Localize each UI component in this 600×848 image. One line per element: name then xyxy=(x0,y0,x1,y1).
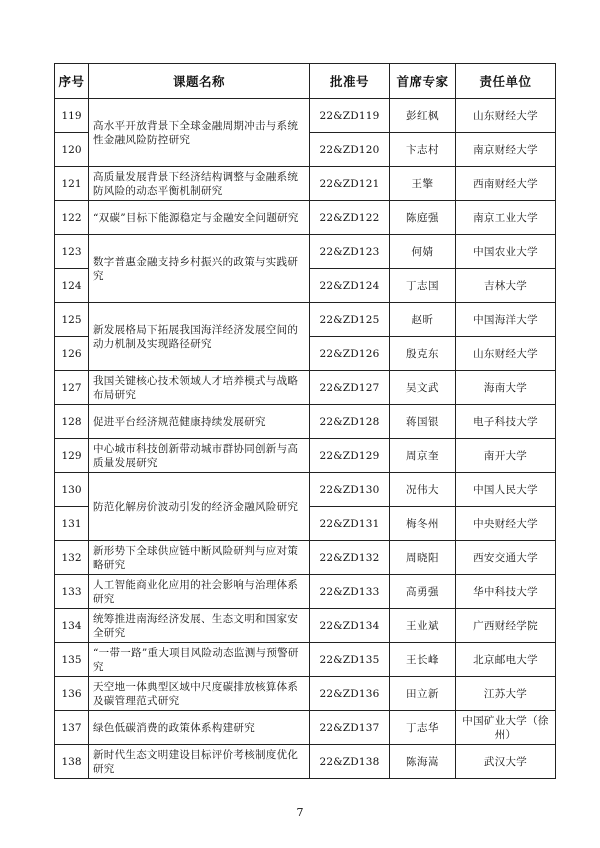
chief-expert-cell: 田立新 xyxy=(390,677,456,711)
unit-cell: 武汉大学 xyxy=(456,745,556,779)
serial-cell: 126 xyxy=(55,337,89,371)
unit-cell: 吉林大学 xyxy=(456,269,556,303)
serial-cell: 119 xyxy=(55,99,89,133)
unit-cell: 中国人民大学 xyxy=(456,473,556,507)
unit-cell: 江苏大学 xyxy=(456,677,556,711)
title-cell: 新时代生态文明建设目标评价考核制度优化研究 xyxy=(89,745,310,779)
chief-expert-cell: 彭红枫 xyxy=(390,99,456,133)
table-row xyxy=(55,711,556,745)
title-cell: 统筹推进南海经济发展、生态文明和国家安全研究 xyxy=(89,609,310,643)
serial-cell: 135 xyxy=(55,643,89,677)
chief-expert-cell: 丁志华 xyxy=(390,711,456,745)
serial-cell: 138 xyxy=(55,745,89,779)
approval-no-cell: 22&ZD119 xyxy=(310,99,390,133)
table-row xyxy=(55,371,556,405)
title-cell: “双碳”目标下能源稳定与金融安全问题研究 xyxy=(89,201,310,235)
serial-cell: 129 xyxy=(55,439,89,473)
approval-no-cell: 22&ZD128 xyxy=(310,405,390,439)
unit-cell: 南开大学 xyxy=(456,439,556,473)
approval-no-cell: 22&ZD132 xyxy=(310,541,390,575)
table-row xyxy=(55,167,556,201)
title-cell: 高水平开放背景下全球金融周期冲击与系统性金融风险防控研究 xyxy=(89,99,310,167)
approval-no-cell: 22&ZD123 xyxy=(310,235,390,269)
table-row xyxy=(55,303,556,337)
unit-cell: 北京邮电大学 xyxy=(456,643,556,677)
title-cell: 中心城市科技创新带动城市群协同创新与高质量发展研究 xyxy=(89,439,310,473)
approval-no-cell: 22&ZD127 xyxy=(310,371,390,405)
approval-no-cell: 22&ZD130 xyxy=(310,473,390,507)
chief-expert-cell: 周晓阳 xyxy=(390,541,456,575)
table-row xyxy=(55,541,556,575)
table-row xyxy=(55,473,556,507)
chief-expert-cell: 殷克东 xyxy=(390,337,456,371)
chief-expert-cell: 陈海嵩 xyxy=(390,745,456,779)
table-row xyxy=(55,677,556,711)
title-cell: 新形势下全球供应链中断风险研判与应对策略研究 xyxy=(89,541,310,575)
unit-cell: 南京工业大学 xyxy=(456,201,556,235)
header-title: 课题名称 xyxy=(89,64,310,99)
approval-no-cell: 22&ZD134 xyxy=(310,609,390,643)
unit-cell: 中央财经大学 xyxy=(456,507,556,541)
serial-cell: 124 xyxy=(55,269,89,303)
serial-cell: 128 xyxy=(55,405,89,439)
table-row xyxy=(55,745,556,779)
unit-cell: 海南大学 xyxy=(456,371,556,405)
approval-no-cell: 22&ZD125 xyxy=(310,303,390,337)
header-unit: 责任单位 xyxy=(456,64,556,99)
approval-no-cell: 22&ZD126 xyxy=(310,337,390,371)
title-cell: 新发展格局下拓展我国海洋经济发展空间的动力机制及实现路径研究 xyxy=(89,303,310,371)
serial-cell: 132 xyxy=(55,541,89,575)
approval-no-cell: 22&ZD138 xyxy=(310,745,390,779)
unit-cell: 中国海洋大学 xyxy=(456,303,556,337)
table-header-row xyxy=(55,64,556,99)
chief-expert-cell: 丁志国 xyxy=(390,269,456,303)
serial-cell: 125 xyxy=(55,303,89,337)
approval-no-cell: 22&ZD131 xyxy=(310,507,390,541)
serial-cell: 133 xyxy=(55,575,89,609)
table-row xyxy=(55,643,556,677)
chief-expert-cell: 梅冬州 xyxy=(390,507,456,541)
page-number: 7 xyxy=(296,806,304,819)
approval-no-cell: 22&ZD124 xyxy=(310,269,390,303)
title-cell: 我国关键核心技术领域人才培养模式与战略布局研究 xyxy=(89,371,310,405)
table-row xyxy=(55,575,556,609)
chief-expert-cell: 吴文武 xyxy=(390,371,456,405)
unit-cell: 西南财经大学 xyxy=(456,167,556,201)
chief-expert-cell: 高勇强 xyxy=(390,575,456,609)
chief-expert-cell: 王长峰 xyxy=(390,643,456,677)
approval-no-cell: 22&ZD120 xyxy=(310,133,390,167)
chief-expert-cell: 何婧 xyxy=(390,235,456,269)
unit-cell: 南京财经大学 xyxy=(456,133,556,167)
unit-cell: 山东财经大学 xyxy=(456,337,556,371)
approval-no-cell: 22&ZD122 xyxy=(310,201,390,235)
title-cell: 天空地一体典型区域中尺度碳排放核算体系及碳管理范式研究 xyxy=(89,677,310,711)
serial-cell: 123 xyxy=(55,235,89,269)
unit-cell: 山东财经大学 xyxy=(456,99,556,133)
serial-cell: 120 xyxy=(55,133,89,167)
unit-cell: 电子科技大学 xyxy=(456,405,556,439)
title-cell: “一带一路”重大项目风险动态监测与预警研究 xyxy=(89,643,310,677)
title-cell: 促进平台经济规范健康持续发展研究 xyxy=(89,405,310,439)
title-cell: 高质量发展背景下经济结构调整与金融系统防风险的动态平衡机制研究 xyxy=(89,167,310,201)
header-chief-expert: 首席专家 xyxy=(390,64,456,99)
chief-expert-cell: 周京奎 xyxy=(390,439,456,473)
serial-cell: 136 xyxy=(55,677,89,711)
table-row xyxy=(55,405,556,439)
table-row xyxy=(55,99,556,133)
approval-no-cell: 22&ZD135 xyxy=(310,643,390,677)
approval-no-cell: 22&ZD121 xyxy=(310,167,390,201)
chief-expert-cell: 王擎 xyxy=(390,167,456,201)
approval-no-cell: 22&ZD137 xyxy=(310,711,390,745)
chief-expert-cell: 蒋国银 xyxy=(390,405,456,439)
serial-cell: 127 xyxy=(55,371,89,405)
table-row xyxy=(55,439,556,473)
table-row xyxy=(55,235,556,269)
approval-no-cell: 22&ZD136 xyxy=(310,677,390,711)
table-row xyxy=(55,609,556,643)
title-cell: 人工智能商业化应用的社会影响与治理体系研究 xyxy=(89,575,310,609)
serial-cell: 121 xyxy=(55,167,89,201)
header-serial: 序号 xyxy=(55,64,89,99)
serial-cell: 131 xyxy=(55,507,89,541)
unit-cell: 中国农业大学 xyxy=(456,235,556,269)
chief-expert-cell: 卞志村 xyxy=(390,133,456,167)
unit-cell: 西安交通大学 xyxy=(456,541,556,575)
serial-cell: 137 xyxy=(55,711,89,745)
approval-no-cell: 22&ZD133 xyxy=(310,575,390,609)
chief-expert-cell: 王业斌 xyxy=(390,609,456,643)
approval-no-cell: 22&ZD129 xyxy=(310,439,390,473)
title-cell: 绿色低碳消费的政策体系构建研究 xyxy=(89,711,310,745)
chief-expert-cell: 况伟大 xyxy=(390,473,456,507)
title-cell: 数字普惠金融支持乡村振兴的政策与实践研究 xyxy=(89,235,310,303)
serial-cell: 122 xyxy=(55,201,89,235)
unit-cell: 华中科技大学 xyxy=(456,575,556,609)
unit-cell: 中国矿业大学（徐州） xyxy=(456,711,556,745)
serial-cell: 134 xyxy=(55,609,89,643)
unit-cell: 广西财经学院 xyxy=(456,609,556,643)
serial-cell: 130 xyxy=(55,473,89,507)
title-cell: 防范化解房价波动引发的经济金融风险研究 xyxy=(89,473,310,541)
table-row xyxy=(55,201,556,235)
chief-expert-cell: 赵昕 xyxy=(390,303,456,337)
header-approval-no: 批准号 xyxy=(310,64,390,99)
project-table xyxy=(54,63,556,779)
chief-expert-cell: 陈庭强 xyxy=(390,201,456,235)
